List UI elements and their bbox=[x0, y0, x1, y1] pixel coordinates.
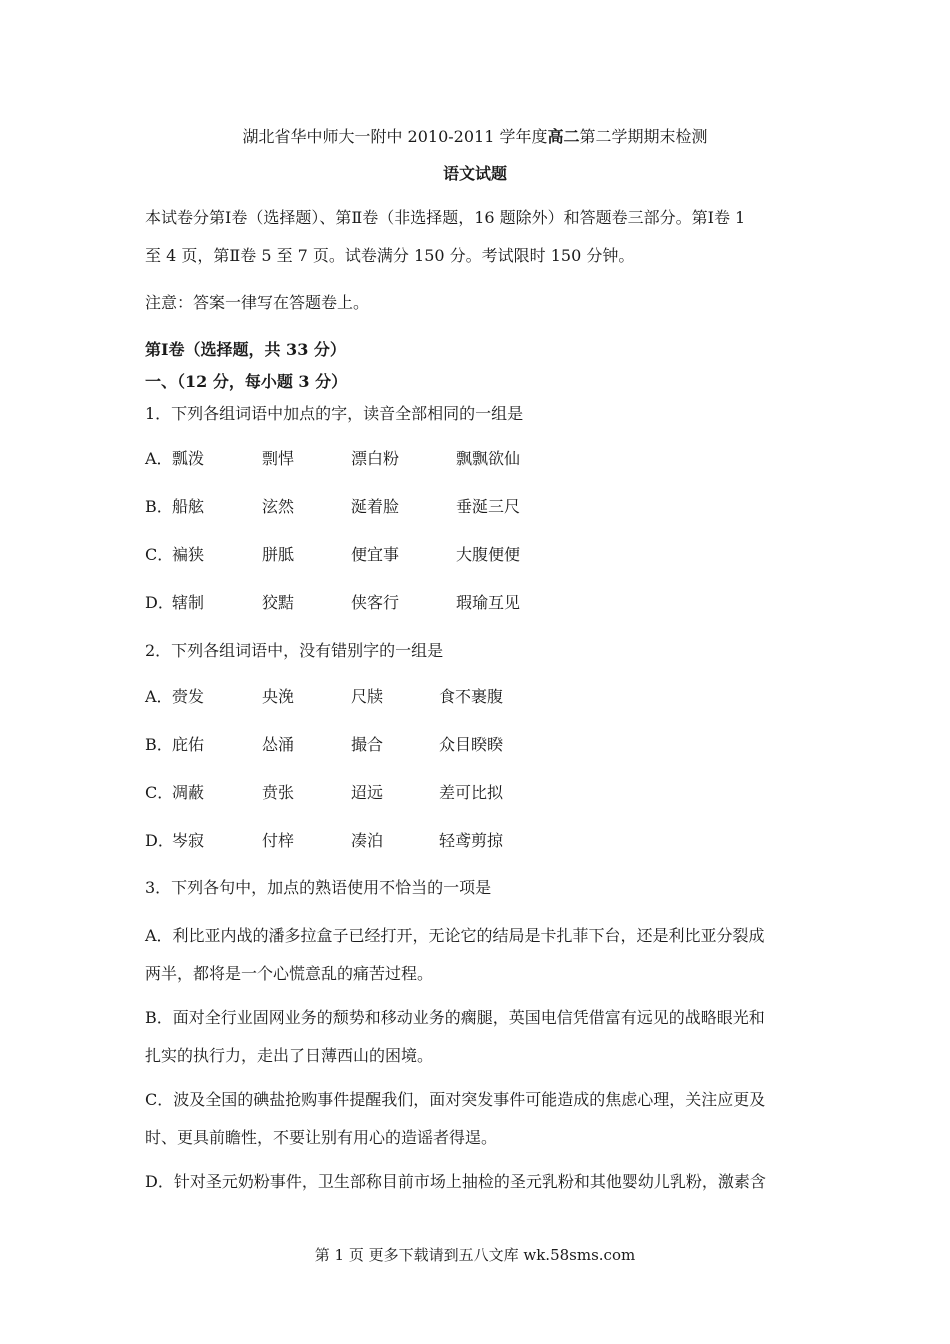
option-word: 飘飘欲仙 bbox=[456, 449, 521, 468]
option-word: 褊狭 bbox=[172, 545, 205, 564]
option-word: 瑕瑜互见 bbox=[456, 593, 521, 612]
title-prefix: 湖北省华中师大一附中 2010-2011 学年度 bbox=[242, 127, 548, 146]
option-word: 付梓 bbox=[262, 831, 295, 850]
option-label: C． bbox=[145, 783, 174, 802]
option-label: D． bbox=[145, 593, 174, 612]
question-3-stem: 3．下列各句中，加点的熟语使用不恰当的一项是 bbox=[145, 878, 492, 897]
option-word: 船舷 bbox=[172, 497, 205, 516]
intro-line-2: 至 4 页，第Ⅱ卷 5 至 7 页。试卷满分 150 分。考试限时 150 分钟。 bbox=[145, 246, 635, 265]
option-label: A． bbox=[145, 687, 173, 706]
question-3-option-a-line-2: 两半，都将是一个心慌意乱的痛苦过程。 bbox=[145, 964, 434, 983]
option-label: A． bbox=[145, 449, 173, 468]
option-word: 贲张 bbox=[262, 783, 295, 802]
document-title bbox=[0, 126, 950, 148]
option-word: 凋蔽 bbox=[172, 783, 205, 802]
question-1-stem: 1．下列各组词语中加点的字，读音全部相同的一组是 bbox=[145, 404, 524, 423]
question-3-option-d-line-1: D．针对圣元奶粉事件，卫生部称目前市场上抽检的圣元乳粉和其他婴幼儿乳粉，激素含 bbox=[145, 1172, 766, 1191]
question-3-option-c-line-1: C．波及全国的碘盐抢购事件提醒我们，面对突发事件可能造成的焦虑心理，关注应更及 bbox=[145, 1090, 766, 1109]
question-3-option-c-line-2: 时、更具前瞻性，不要让别有用心的造谣者得逞。 bbox=[145, 1128, 498, 1147]
option-word: 岑寂 bbox=[172, 831, 205, 850]
option-word: 泫然 bbox=[262, 497, 295, 516]
page-footer: 第 1 页 更多下载请到五八文库 wk.58sms.com bbox=[314, 1246, 636, 1264]
title-suffix: 第二学期期末检测 bbox=[579, 127, 708, 146]
option-word: 辖制 bbox=[172, 593, 205, 612]
question-3-option-b-line-2: 扎实的执行力，走出了日薄西山的困境。 bbox=[145, 1046, 434, 1065]
option-word: 赍发 bbox=[172, 687, 205, 706]
option-word: 狡黠 bbox=[262, 593, 295, 612]
option-label: B． bbox=[145, 497, 173, 516]
option-word: 轻鸢剪掠 bbox=[439, 831, 504, 850]
title-bold-part: 高二 bbox=[547, 127, 580, 146]
intro-note: 注意：答案一律写在答题卷上。 bbox=[145, 293, 370, 312]
option-word: 剽悍 bbox=[262, 449, 295, 468]
option-word: 侠客行 bbox=[351, 593, 400, 612]
option-word: 涎着脸 bbox=[351, 497, 400, 516]
option-word: 尺牍 bbox=[351, 687, 384, 706]
question-2-stem: 2．下列各组词语中，没有错别字的一组是 bbox=[145, 641, 444, 660]
option-label: C． bbox=[145, 545, 174, 564]
intro-line-1: 本试卷分第Ⅰ卷（选择题）、第Ⅱ卷（非选择题，16 题除外）和答题卷三部分。第Ⅰ卷 1 bbox=[145, 208, 746, 227]
option-word: 迢远 bbox=[351, 783, 384, 802]
option-word: 众目睽睽 bbox=[439, 735, 504, 754]
option-word: 垂涎三尺 bbox=[456, 497, 521, 516]
option-label: B． bbox=[145, 735, 173, 754]
option-word: 食不裹腹 bbox=[439, 687, 504, 706]
option-word: 央浼 bbox=[262, 687, 295, 706]
option-word: 凑泊 bbox=[351, 831, 384, 850]
option-word: 胼胝 bbox=[262, 545, 295, 564]
document-subtitle: 语文试题 bbox=[442, 164, 507, 183]
option-label: D． bbox=[145, 831, 174, 850]
option-word: 便宜事 bbox=[351, 545, 400, 564]
question-3-option-b-line-1: B．面对全行业固网业务的颓势和移动业务的瘸腿，英国电信凭借富有远见的战略眼光和 bbox=[145, 1008, 765, 1027]
part-heading: 一、（12 分，每小题 3 分） bbox=[145, 372, 348, 391]
option-word: 差可比拟 bbox=[439, 783, 504, 802]
option-word: 瓢泼 bbox=[172, 449, 205, 468]
option-word: 漂白粉 bbox=[351, 449, 400, 468]
option-word: 撮合 bbox=[351, 735, 384, 754]
option-word: 大腹便便 bbox=[456, 545, 521, 564]
option-word: 庇佑 bbox=[172, 735, 205, 754]
section-heading: 第Ⅰ卷（选择题，共 33 分） bbox=[145, 340, 346, 359]
option-word: 怂涌 bbox=[262, 735, 295, 754]
question-3-option-a-line-1: A．利比亚内战的潘多拉盒子已经打开，无论它的结局是卡扎菲下台，还是利比亚分裂成 bbox=[145, 926, 765, 945]
